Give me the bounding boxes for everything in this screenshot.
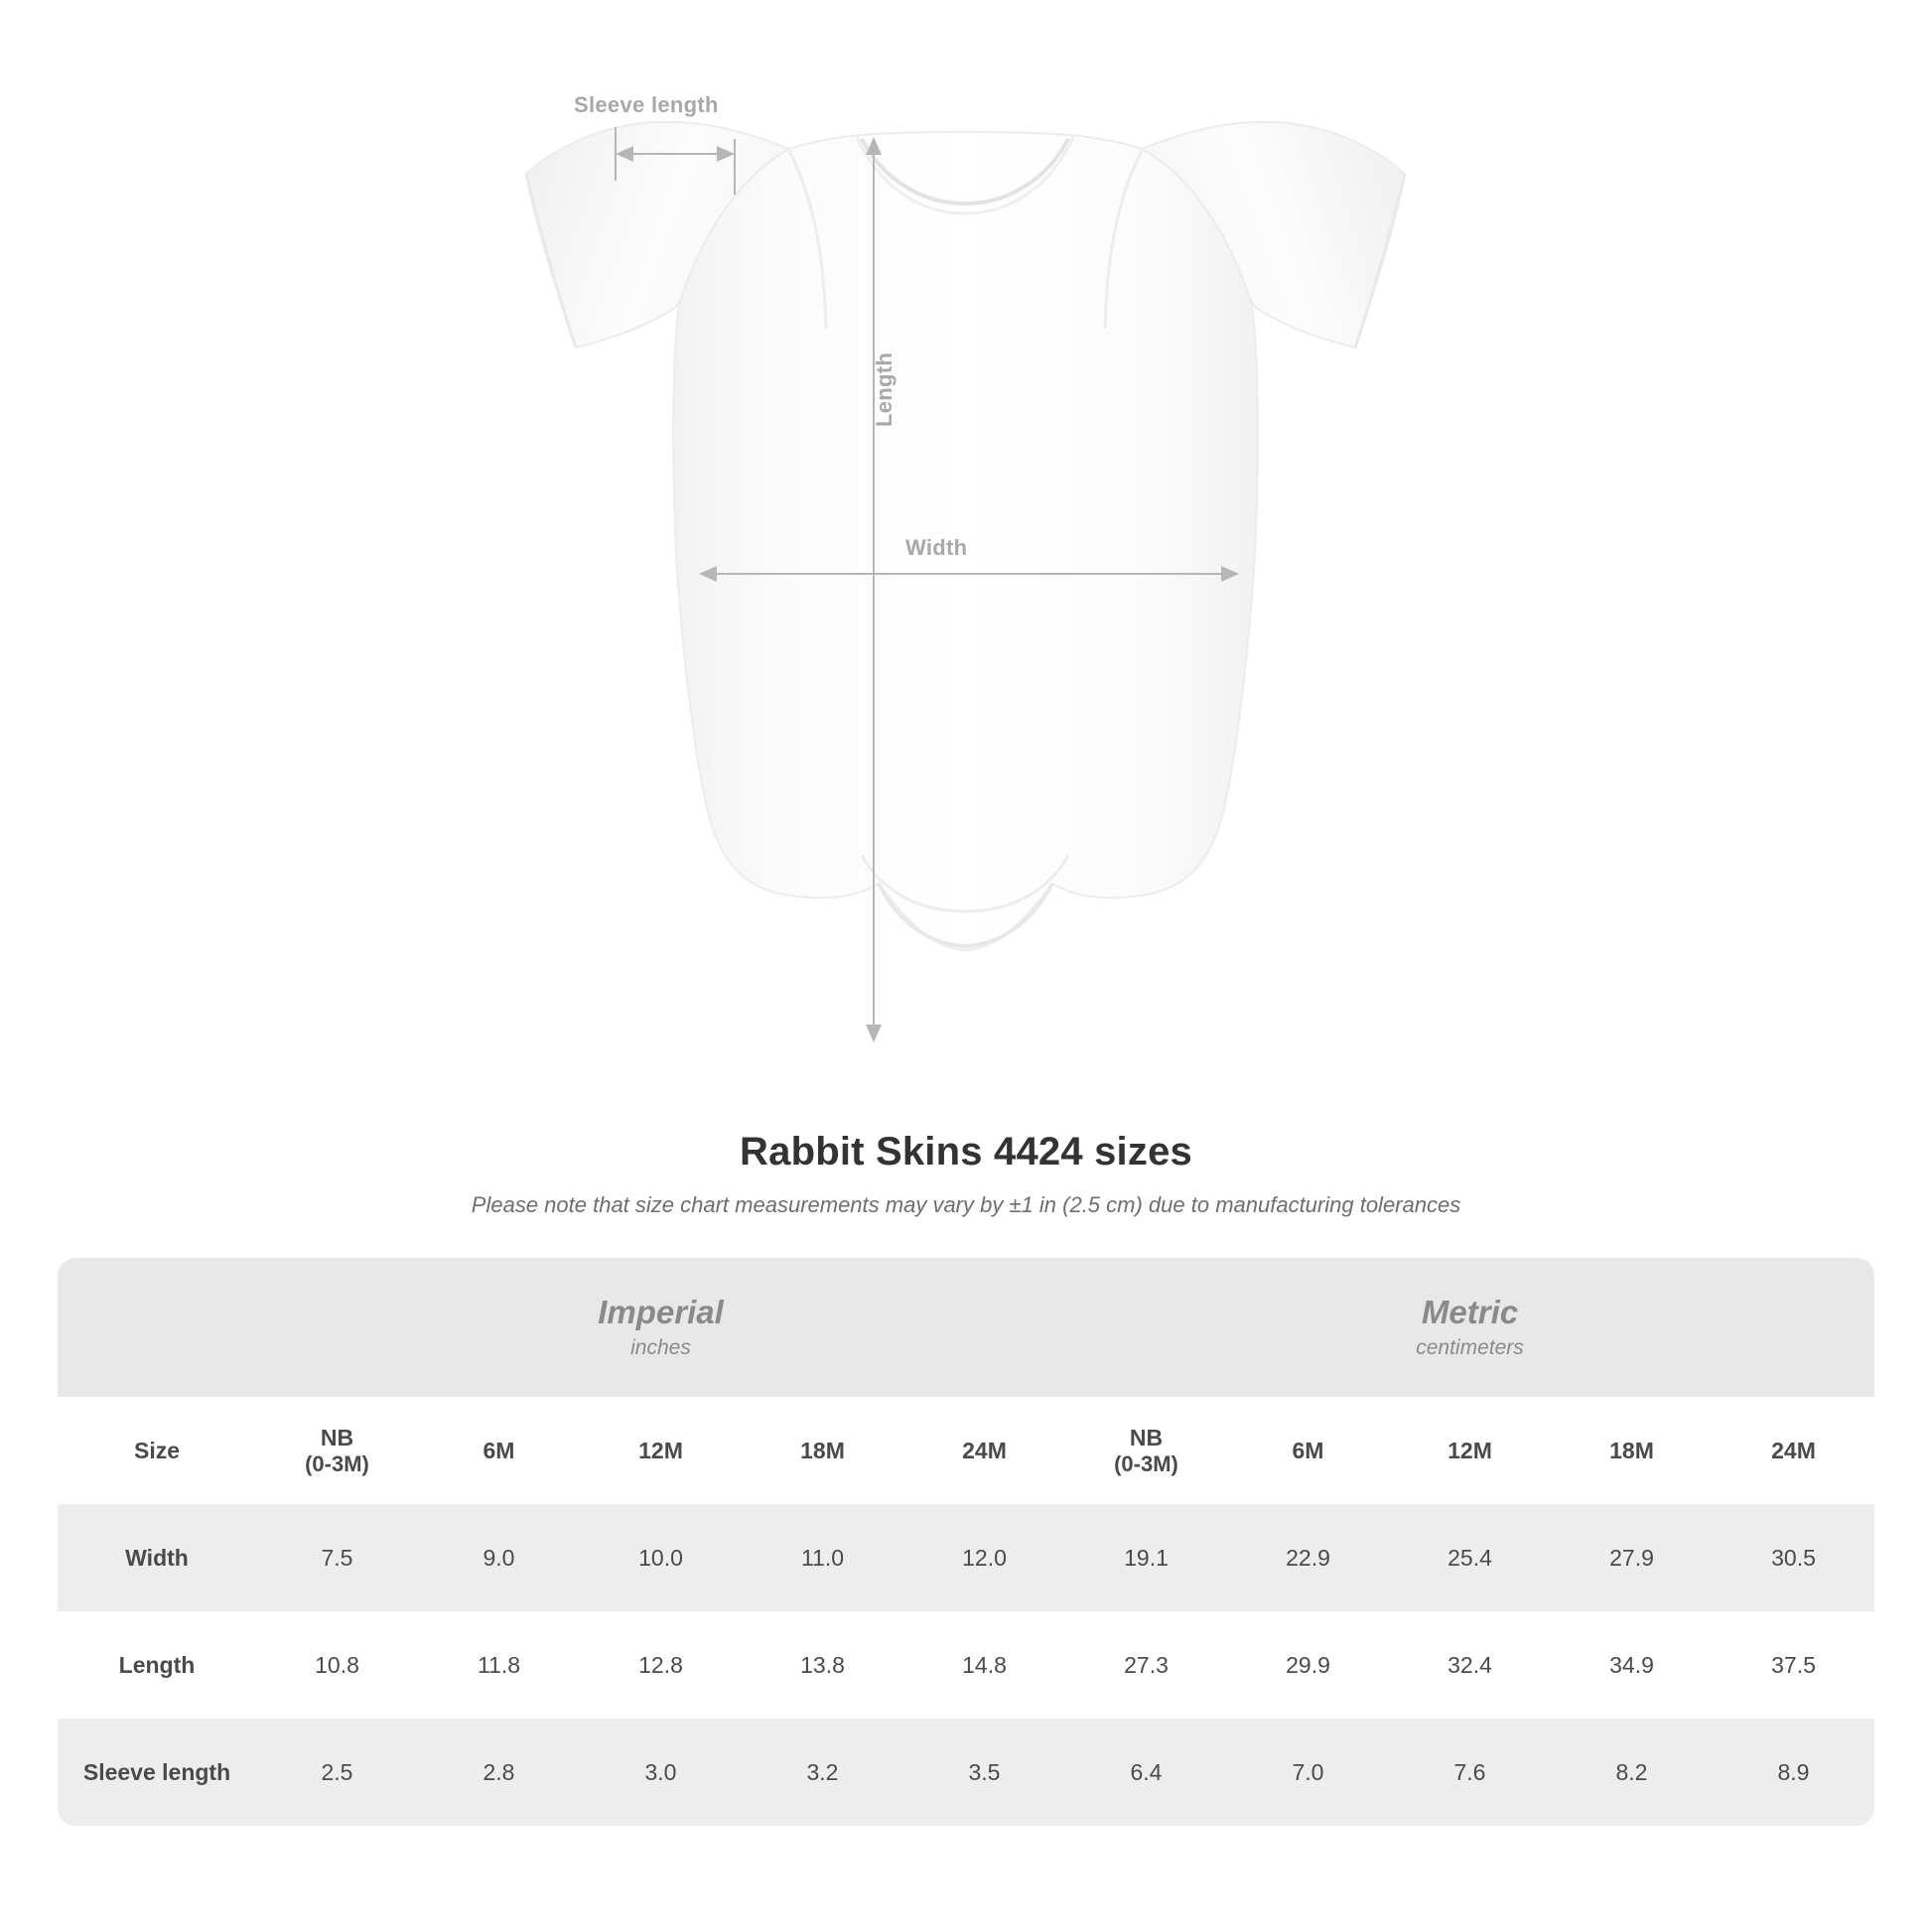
header-size-6m-imperial: 6M: [418, 1397, 580, 1504]
header-size-label: Size: [58, 1397, 256, 1504]
table-row: [58, 1504, 1874, 1611]
unit-corner-cell: [58, 1258, 256, 1397]
cell-width-18m-cm: 27.9: [1551, 1504, 1713, 1611]
header-main: NB: [1129, 1424, 1164, 1450]
cell-length-6m-cm: 29.9: [1227, 1611, 1389, 1719]
unit-group-imperial: [256, 1258, 1065, 1397]
cell-width-nb-in: 7.5: [256, 1504, 418, 1611]
tolerance-note: Please note that size chart measurements may vary by ±1 in (2.5 cm) due to manufacturing tolerances: [471, 1192, 1461, 1217]
unit-group-row: [58, 1258, 1874, 1397]
sleeve-length-label: Sleeve length: [574, 92, 719, 117]
cell-length-18m-cm: 34.9: [1551, 1611, 1713, 1719]
unit-group-metric: [1065, 1258, 1874, 1397]
length-label: Length: [872, 351, 897, 427]
width-label: Width: [905, 535, 968, 560]
table-row: [58, 1611, 1874, 1719]
cell-length-24m-cm: 37.5: [1713, 1611, 1874, 1719]
cell-width-12m-cm: 25.4: [1389, 1504, 1551, 1611]
cell-sleeve-6m-in: 2.8: [418, 1719, 580, 1826]
row-label-length: Length: [58, 1611, 256, 1719]
cell-sleeve-24m-in: 3.5: [903, 1719, 1065, 1826]
title-block: [0, 1130, 1932, 1218]
cell-length-nb-cm: 27.3: [1065, 1611, 1227, 1719]
header-main: NB: [320, 1424, 354, 1450]
cell-sleeve-nb-in: 2.5: [256, 1719, 418, 1826]
header-size-6m-metric: 6M: [1227, 1397, 1389, 1504]
size-table-wrapper: [58, 1258, 1874, 1826]
cell-sleeve-24m-cm: 8.9: [1713, 1719, 1874, 1826]
unit-group-metric-name: Metric: [1421, 1293, 1519, 1330]
header-size-12m-metric: 12M: [1389, 1397, 1551, 1504]
cell-width-6m-in: 9.0: [418, 1504, 580, 1611]
unit-group-imperial-sub: inches: [630, 1335, 691, 1359]
cell-width-24m-in: 12.0: [903, 1504, 1065, 1611]
row-label-width: Width: [58, 1504, 256, 1611]
header-size-nb-metric: [1065, 1397, 1227, 1504]
unit-group-metric-sub: centimeters: [1416, 1335, 1524, 1359]
cell-length-24m-in: 14.8: [903, 1611, 1065, 1719]
cell-length-18m-in: 13.8: [742, 1611, 903, 1719]
cell-length-6m-in: 11.8: [418, 1611, 580, 1719]
cell-width-18m-in: 11.0: [742, 1504, 903, 1611]
cell-length-nb-in: 10.8: [256, 1611, 418, 1719]
cell-width-12m-in: 10.0: [580, 1504, 742, 1611]
size-header-row: [58, 1397, 1874, 1504]
cell-width-24m-cm: 30.5: [1713, 1504, 1874, 1611]
size-table: [58, 1258, 1874, 1826]
header-size-18m-imperial: 18M: [742, 1397, 903, 1504]
cell-sleeve-12m-in: 3.0: [580, 1719, 742, 1826]
table-row: [58, 1719, 1874, 1826]
header-size-18m-metric: 18M: [1551, 1397, 1713, 1504]
row-label-sleeve-length: Sleeve length: [58, 1719, 256, 1826]
header-size-24m-imperial: 24M: [903, 1397, 1065, 1504]
header-sub: (0-3M): [1114, 1450, 1178, 1476]
cell-sleeve-18m-cm: 8.2: [1551, 1719, 1713, 1826]
header-sub: (0-3M): [305, 1450, 369, 1476]
header-size-24m-metric: 24M: [1713, 1397, 1874, 1504]
cell-sleeve-12m-cm: 7.6: [1389, 1719, 1551, 1826]
header-size-12m-imperial: 12M: [580, 1397, 742, 1504]
cell-sleeve-18m-in: 3.2: [742, 1719, 903, 1826]
cell-width-nb-cm: 19.1: [1065, 1504, 1227, 1611]
page-title: Rabbit Skins 4424 sizes: [740, 1130, 1192, 1173]
cell-width-6m-cm: 22.9: [1227, 1504, 1389, 1611]
cell-sleeve-nb-cm: 6.4: [1065, 1719, 1227, 1826]
cell-length-12m-cm: 32.4: [1389, 1611, 1551, 1719]
cell-sleeve-6m-cm: 7.0: [1227, 1719, 1389, 1826]
header-size-nb-imperial: [256, 1397, 418, 1504]
cell-length-12m-in: 12.8: [580, 1611, 742, 1719]
unit-group-imperial-name: Imperial: [598, 1293, 724, 1330]
